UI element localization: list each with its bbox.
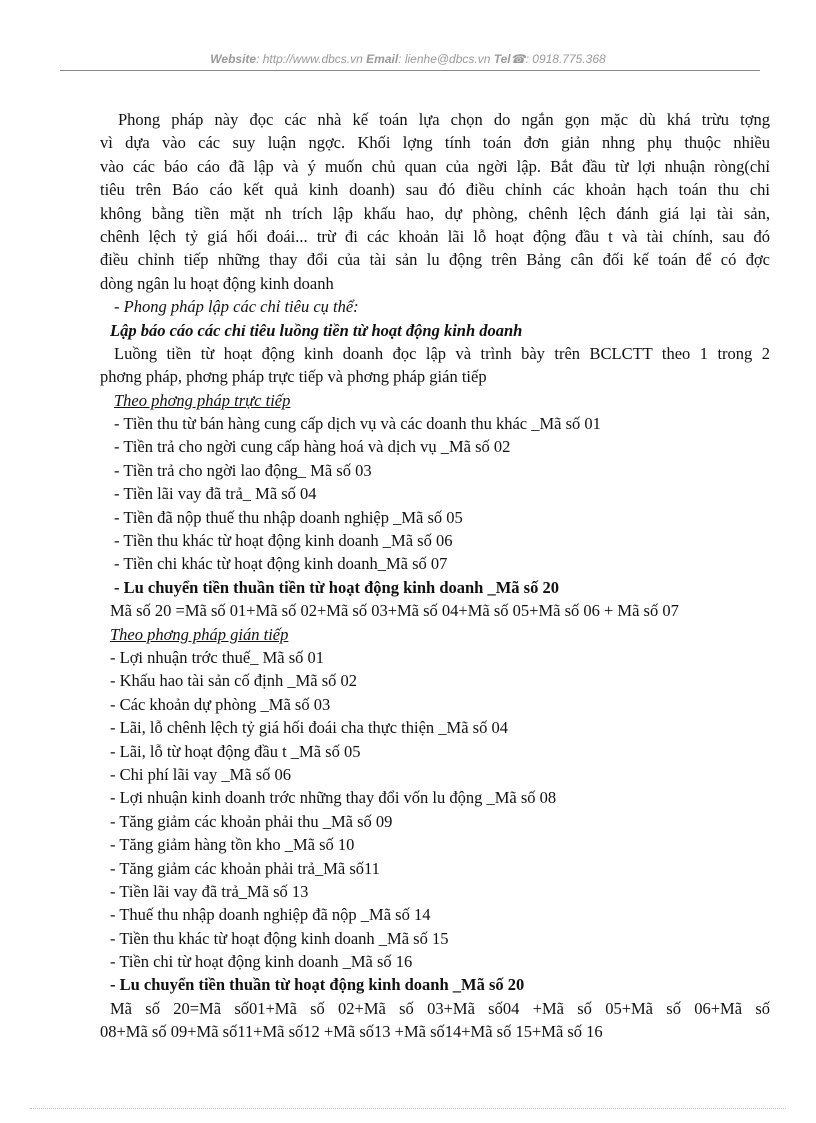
list-item: - Các khoản dự phòng _Mã số 03 [110, 694, 331, 714]
website-label: Website [210, 52, 257, 66]
list-item: - Thuế thu nhập doanh nghiệp đã nộp _Mã số 14 [110, 905, 431, 925]
list-item: - Lãi, lỗ chênh lệch tỷ giá hối đoái cha thực thiện _Mã số 04 [110, 718, 508, 738]
list-item: - Chi phí lãi vay _Mã số 06 [110, 764, 292, 784]
paragraph-line: vào các báo cáo đã lập và ý muốn chủ quan của ngời lập. Bắt đầu từ lợi nhuận ròng(chỉ [100, 156, 770, 176]
list-item: - Lợi nhuận trớc thuế_ Mã số 01 [110, 647, 325, 667]
document-body [100, 108, 770, 1044]
list-item: - Tăng giảm hàng tồn kho _Mã số 10 [110, 835, 355, 855]
formula-line: Mã số 20=Mã số01+Mã số 02+Mã số 03+Mã số04 +Mã số 05+Mã số 06+Mã số [110, 998, 770, 1018]
list-item: - Tiền thu từ bán hàng cung cấp dịch vụ và các doanh thu khác _Mã số 01 [114, 414, 601, 434]
method-heading-direct: Theo phơng pháp trực tiếp [114, 390, 291, 410]
footer-divider [30, 1108, 786, 1109]
paragraph-line: Luồng tiền từ hoạt động kinh doanh đọc lập và trình bày trên BCLCTT theo 1 trong 2 [114, 343, 770, 363]
list-item: - Tăng giảm các khoản phải trả_Mã số11 [110, 858, 380, 878]
list-item: - Tiền chi từ hoạt động kinh doanh _Mã số 16 [110, 952, 413, 972]
paragraph-line: Phong pháp này đọc các nhà kế toán lựa chọn do ngắn gọn mặc dù khá trừu tợng [118, 110, 770, 129]
list-item: - Tiền trả cho ngời lao động_ Mã số 03 [114, 460, 372, 480]
page-header [0, 52, 816, 66]
tel-value: ☎: 0918.775.368 [510, 52, 606, 66]
paragraph-line: không bằng tiền mặt nh trích lập khấu hao, dự phòng, chênh lệch đánh giá lại tài sản, [100, 203, 770, 223]
method-heading-indirect: Theo phơng pháp gián tiếp [110, 624, 289, 644]
header-divider [60, 70, 760, 71]
paragraph-line: điều chỉnh tiếp những thay đổi của tài sản lu động trên Bảng cân đối kế toán để có đợc [100, 250, 770, 270]
paragraph-line: vì dựa vào các suy luận ngợc. Khối lợng tính toán đơn giản nhng phụ thuộc nhiều [100, 133, 770, 153]
website-value[interactable]: : http://www.dbcs.vn [256, 52, 363, 66]
email-label: Email [366, 52, 399, 66]
list-item: - Tăng giảm các khoản phải thu _Mã số 09 [110, 811, 393, 831]
list-item: - Khấu hao tài sản cố định _Mã số 02 [110, 671, 357, 691]
list-item: - Tiền thu khác từ hoạt động kinh doanh _Mã số 15 [110, 928, 449, 948]
paragraph-line: phơng pháp, phơng pháp trực tiếp và phơng pháp gián tiếp [100, 367, 487, 387]
list-item: - Tiền trả cho ngời cung cấp hàng hoá và dịch vụ _Mã số 02 [114, 437, 511, 457]
subheading: - Phong pháp lập các chỉ tiêu cụ thể: [114, 297, 359, 317]
list-item-total: - Lu chuyển tiền thuần tiền từ hoạt động kinh doanh _Mã số 20 [114, 577, 559, 597]
list-item-total: - Lu chuyển tiền thuần từ hoạt động kinh doanh _Mã số 20 [110, 975, 525, 995]
email-value[interactable]: : lienhe@dbcs.vn [398, 52, 491, 66]
list-item: - Tiền lãi vay đã trả_ Mã số 04 [114, 484, 317, 504]
section-heading: Lập báo cáo các chỉ tiêu luồng tiền từ hoạt động kinh doanh [110, 320, 523, 340]
paragraph-line: dòng ngân lu hoạt động kinh doanh [100, 273, 334, 293]
paragraph-line: chênh lệch tỷ giá hối đoái... trừ đi các khoản lãi lỗ hoạt động đầu t và tài chính, sau đó [100, 226, 770, 246]
list-item: - Tiền chi khác từ hoạt động kinh doanh_Mã số 07 [114, 554, 448, 574]
list-item: - Lợi nhuận kinh doanh trớc những thay đổi vốn lu động _Mã số 08 [110, 788, 557, 808]
formula-line: Mã số 20 =Mã số 01+Mã số 02+Mã số 03+Mã số 04+Mã số 05+Mã số 06 + Mã số 07 [110, 601, 679, 621]
paragraph-line: tiêu trên Báo cáo kết quả kinh doanh) sau đó điều chỉnh các khoản hạch toán thu chi [100, 180, 770, 200]
list-item: - Tiền thu khác từ hoạt động kinh doanh _Mã số 06 [114, 531, 453, 551]
formula-line: 08+Mã số 09+Mã số11+Mã số12 +Mã số13 +Mã số14+Mã số 15+Mã số 16 [100, 1022, 603, 1042]
list-item: - Tiền đã nộp thuế thu nhập doanh nghiệp _Mã số 05 [114, 507, 463, 527]
list-item: - Lãi, lỗ từ hoạt động đầu t _Mã số 05 [110, 741, 361, 761]
list-item: - Tiền lãi vay đã trả_Mã số 13 [110, 881, 309, 901]
tel-label: Tel [493, 52, 511, 66]
